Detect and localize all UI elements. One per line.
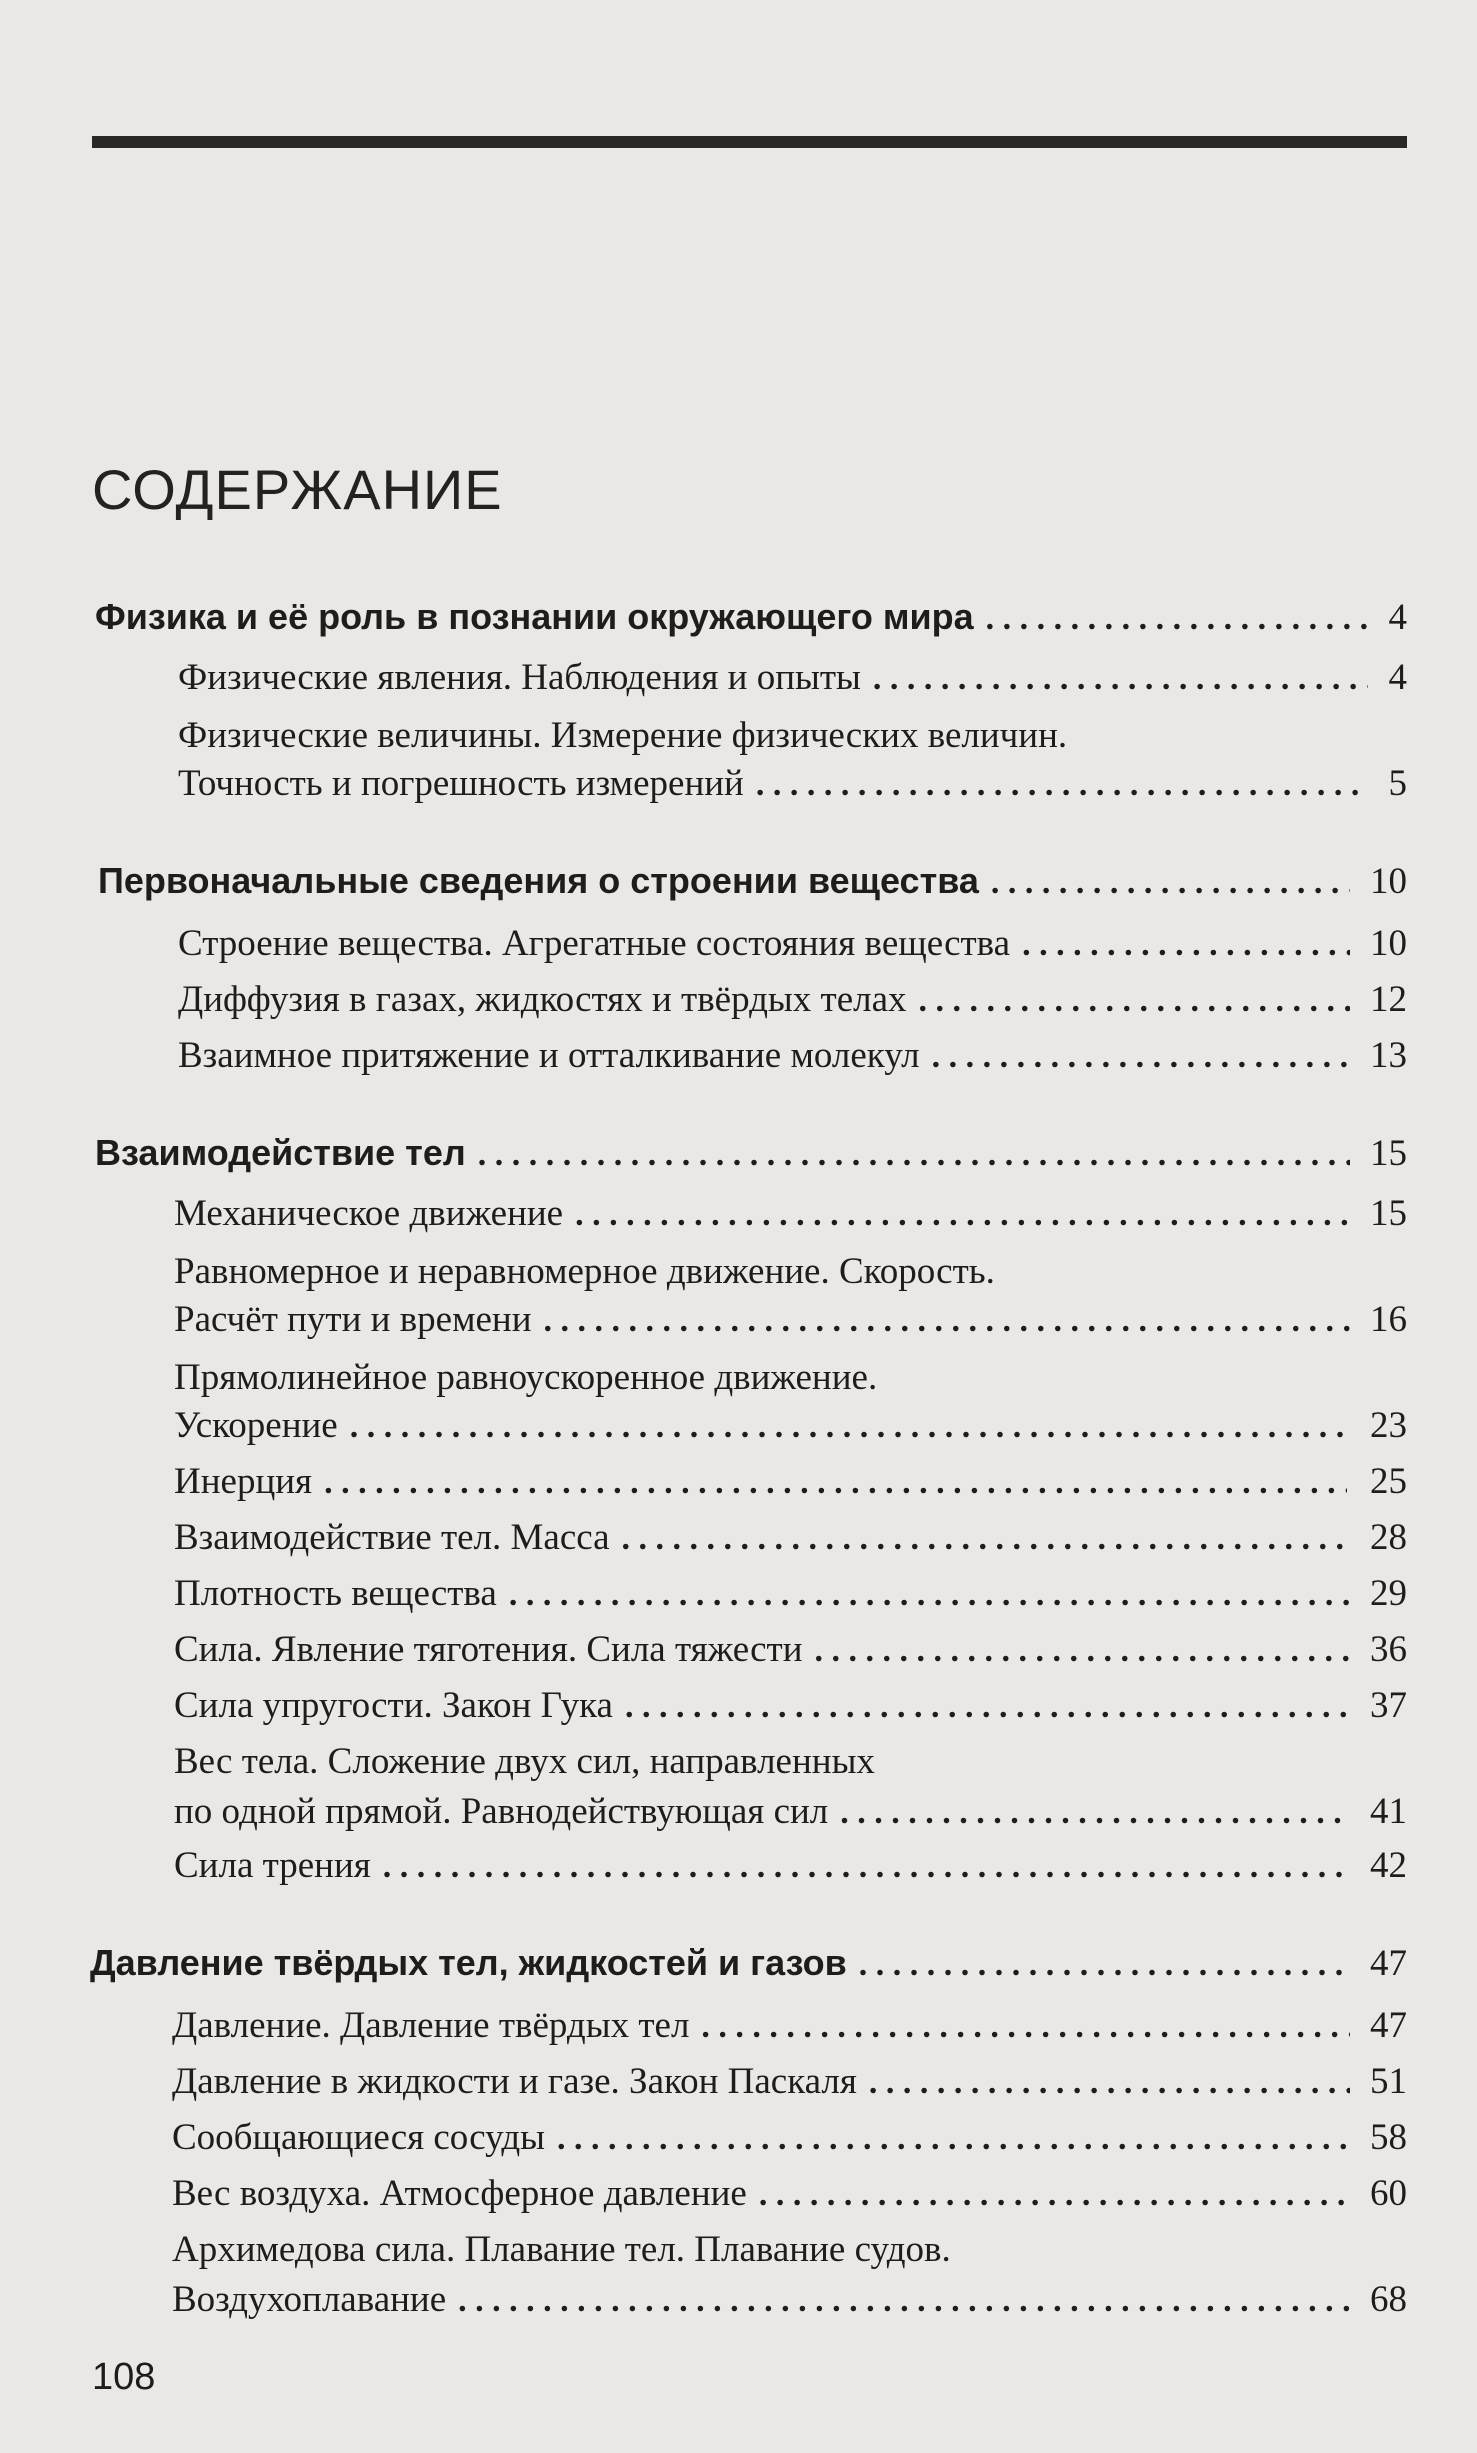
page-ref: 47 (1370, 1943, 1407, 1984)
toc-item[interactable] (178, 922, 1407, 972)
toc-item[interactable] (178, 1034, 1407, 1084)
toc-item[interactable] (174, 1404, 1407, 1454)
item-title: Сила упругости. Закон Гука (174, 1685, 613, 1726)
toc-item[interactable] (178, 762, 1407, 812)
leader-dots (563, 1196, 1350, 1234)
leader-dots (747, 2176, 1350, 2214)
item-title: Плотность вещества (174, 1573, 497, 1614)
page-ref: 25 (1370, 1461, 1407, 1502)
toc-item[interactable] (174, 1460, 1407, 1510)
item-title: Расчёт пути и времени (174, 1299, 532, 1340)
toc-item[interactable] (174, 1572, 1407, 1622)
page-ref: 10 (1370, 861, 1407, 902)
leader-dots (613, 1688, 1350, 1726)
leader-dots (312, 1464, 1347, 1502)
page-ref: 58 (1370, 2117, 1407, 2158)
page-ref: 23 (1370, 1405, 1407, 1446)
item-title: Сообщающиеся сосуды (172, 2117, 546, 2158)
page-ref: 15 (1370, 1133, 1407, 1174)
leader-dots (861, 660, 1368, 698)
toc-item[interactable] (174, 1628, 1407, 1678)
item-title: Точность и погрешность измерений (178, 763, 744, 804)
page-ref: 42 (1370, 1845, 1407, 1886)
leader-dots (497, 1576, 1350, 1614)
toc-section[interactable] (90, 1942, 1407, 1992)
page-ref: 4 (1388, 597, 1407, 638)
page-ref: 28 (1370, 1517, 1407, 1558)
page-ref: 4 (1388, 657, 1407, 698)
page-ref: 36 (1370, 1629, 1407, 1670)
leader-dots (744, 766, 1363, 804)
page-ref: 29 (1370, 1573, 1407, 1614)
item-title: Давление. Давление твёрдых тел (172, 2005, 690, 2046)
page-ref: 47 (1370, 2005, 1407, 2046)
toc-section[interactable] (95, 596, 1407, 646)
item-title: Воздухоплавание (172, 2279, 447, 2320)
leader-dots (907, 982, 1350, 1020)
page-ref: 12 (1370, 979, 1407, 1020)
item-title: Сила трения (174, 1845, 371, 1886)
toc-item[interactable] (172, 2172, 1407, 2222)
toc-item[interactable] (174, 1844, 1407, 1894)
toc-item[interactable] (172, 2116, 1407, 2166)
leader-dots (446, 2282, 1350, 2320)
page-ref: 10 (1370, 923, 1407, 964)
item-title: Инерция (174, 1461, 313, 1502)
item-title: Диффузия в газах, жидкостях и твёрдых телах (178, 979, 907, 1020)
leader-dots (847, 1946, 1350, 1984)
item-title: по одной прямой. Равнодействующая сил (174, 1791, 829, 1832)
item-title-line: Прямолинейное равноускоренное движение. (174, 1357, 878, 1398)
item-title-line: Вес тела. Сложение двух сил, направленных (174, 1741, 875, 1782)
toc-section[interactable] (98, 860, 1407, 910)
toc-item[interactable] (174, 1298, 1407, 1348)
toc-item[interactable] (174, 1790, 1407, 1840)
section-title: Давление твёрдых тел, жидкостей и газов (90, 1942, 847, 1983)
page-ref: 68 (1370, 2279, 1407, 2320)
item-title: Физические явления. Наблюдения и опыты (178, 657, 861, 698)
page-ref: 37 (1370, 1685, 1407, 1726)
item-title: Взаимное притяжение и отталкивание молекул (178, 1035, 920, 1076)
page-title: СОДЕРЖАНИЕ (92, 458, 503, 521)
section-title: Первоначальные сведения о строении вещества (98, 860, 979, 901)
leader-dots (689, 2008, 1350, 2046)
leader-dots (1010, 926, 1350, 964)
item-title: Взаимодействие тел. Масса (174, 1517, 610, 1558)
top-rule (92, 136, 1407, 148)
toc-item[interactable] (178, 978, 1407, 1028)
section-title: Физика и её роль в познании окружающего мира (95, 596, 974, 637)
leader-dots (920, 1038, 1350, 1076)
item-title-line: Физические величины. Измерение физических величин. (178, 715, 1068, 756)
item-title-line: Архимедова сила. Плавание тел. Плавание судов. (172, 2229, 951, 2270)
leader-dots (338, 1408, 1348, 1446)
leader-dots (532, 1302, 1350, 1340)
leader-dots (828, 1794, 1350, 1832)
toc-item[interactable] (172, 2004, 1407, 2054)
page-ref: 51 (1370, 2061, 1407, 2102)
leader-dots (610, 1520, 1350, 1558)
toc-item[interactable] (174, 1684, 1407, 1734)
item-title: Строение вещества. Агрегатные состояния вещества (178, 923, 1011, 964)
leader-dots (974, 600, 1369, 638)
leader-dots (545, 2120, 1350, 2158)
item-title: Механическое движение (174, 1193, 564, 1234)
item-title-line: Равномерное и неравномерное движение. Скорость. (174, 1251, 995, 1292)
page-ref: 16 (1370, 1299, 1407, 1340)
section-title: Взаимодействие тел (95, 1132, 466, 1173)
toc-section[interactable] (95, 1132, 1407, 1182)
page-ref: 60 (1370, 2173, 1407, 2214)
toc-item[interactable] (174, 1192, 1407, 1242)
item-title: Сила. Явление тяготения. Сила тяжести (174, 1629, 803, 1670)
leader-dots (857, 2064, 1350, 2102)
page-ref: 41 (1370, 1791, 1407, 1832)
toc-item[interactable] (174, 1516, 1407, 1566)
page-number: 108 (92, 2356, 156, 2398)
leader-dots (466, 1136, 1350, 1174)
leader-dots (803, 1632, 1351, 1670)
toc-item[interactable] (178, 656, 1407, 706)
item-title: Давление в жидкости и газе. Закон Паскаля (172, 2061, 857, 2102)
item-title: Вес воздуха. Атмосферное давление (172, 2173, 747, 2214)
toc-item[interactable] (172, 2060, 1407, 2110)
toc-item[interactable] (172, 2278, 1407, 2328)
page-ref: 5 (1388, 763, 1407, 804)
item-title: Ускорение (174, 1405, 338, 1446)
leader-dots (371, 1848, 1350, 1886)
page-ref: 15 (1370, 1193, 1407, 1234)
page-ref: 13 (1370, 1035, 1407, 1076)
leader-dots (979, 864, 1350, 902)
